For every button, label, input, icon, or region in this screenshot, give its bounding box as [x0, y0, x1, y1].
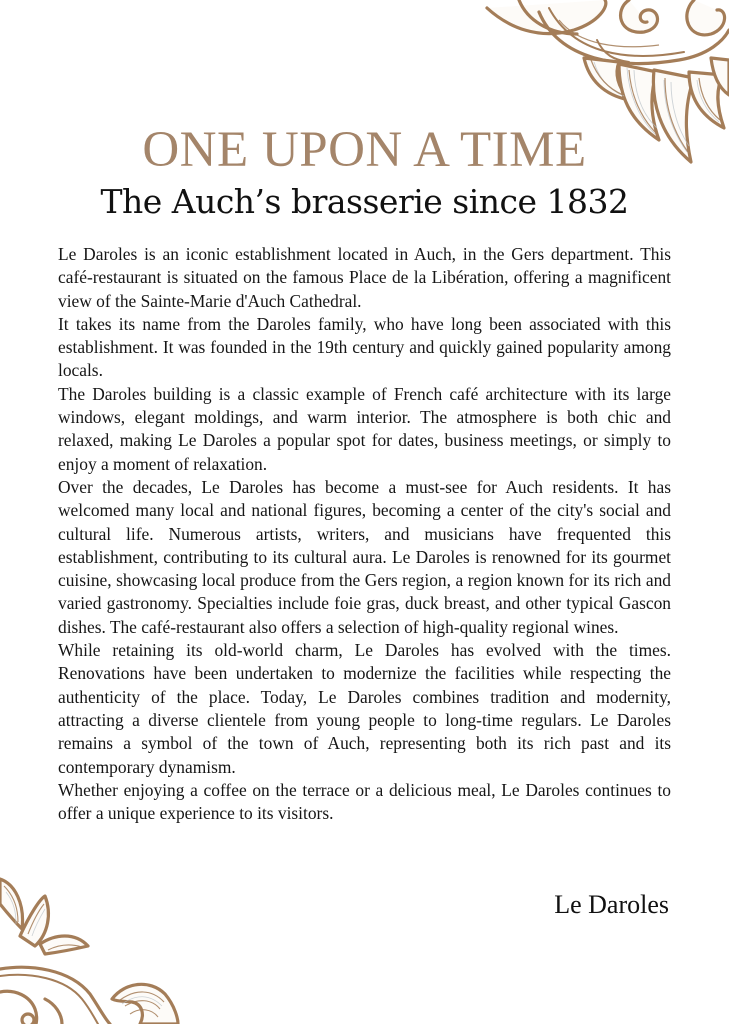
paragraph-1: Le Daroles is an iconic establishment located in Auch, in the Gers department. This café-restaurant is situated on the famous Place de la Libération, offering a magnificent view of the Sainte-Marie d'Auch Cathedral.	[58, 244, 671, 311]
page-subtitle: The Auch’s brasserie since 1832	[100, 182, 629, 221]
signature: Le Daroles	[554, 890, 669, 919]
paragraph-6: Whether enjoying a coffee on the terrace or a delicious meal, Le Daroles continues to offer a unique experience to its visitors.	[58, 779, 671, 824]
body-text	[58, 243, 671, 825]
page-title: ONE UPON A TIME	[142, 122, 587, 178]
paragraph-5: While retaining its old-world charm, Le Daroles has evolved with the times. Renovations have been undertaken to modernize the facilities while respecting the authenticity of the place. Today, Le Daroles combines tradition and modernity, attracting a diverse clientele from young people to long-time regulars. Le Daroles remains a symbol of the town of Auch, representing both its rich past and its contemporary dynamism.	[58, 640, 671, 777]
paragraph-4: Over the decades, Le Daroles has become a must-see for Auch residents. It has welcomed many local and national figures, becoming a center of the city's social and cultural life. Numerous artists, writers, and musicians have frequented this establishment, contributing to its cultural aura. Le Daroles is renowned for its gourmet cuisine, showcasing local produce from the Gers region, a region known for its rich and varied gastronomy. Specialties include foie gras, duck breast, and other typical Gascon dishes. The café-restaurant also offers a selection of high-quality regional wines.	[58, 476, 671, 637]
baroque-scroll-bottom-left-icon	[0, 874, 185, 1024]
paragraph-2: It takes its name from the Daroles family, who have long been associated with this establishment. It was founded in the 19th century and quickly gained popularity among locals.	[58, 313, 671, 381]
paragraph-3: The Daroles building is a classic example of French café architecture with its large windows, elegant moldings, and warm interior. The atmosphere is both chic and relaxed, making Le Daroles a popular spot for dates, business meetings, or simply to enjoy a moment of relaxation.	[58, 383, 671, 474]
